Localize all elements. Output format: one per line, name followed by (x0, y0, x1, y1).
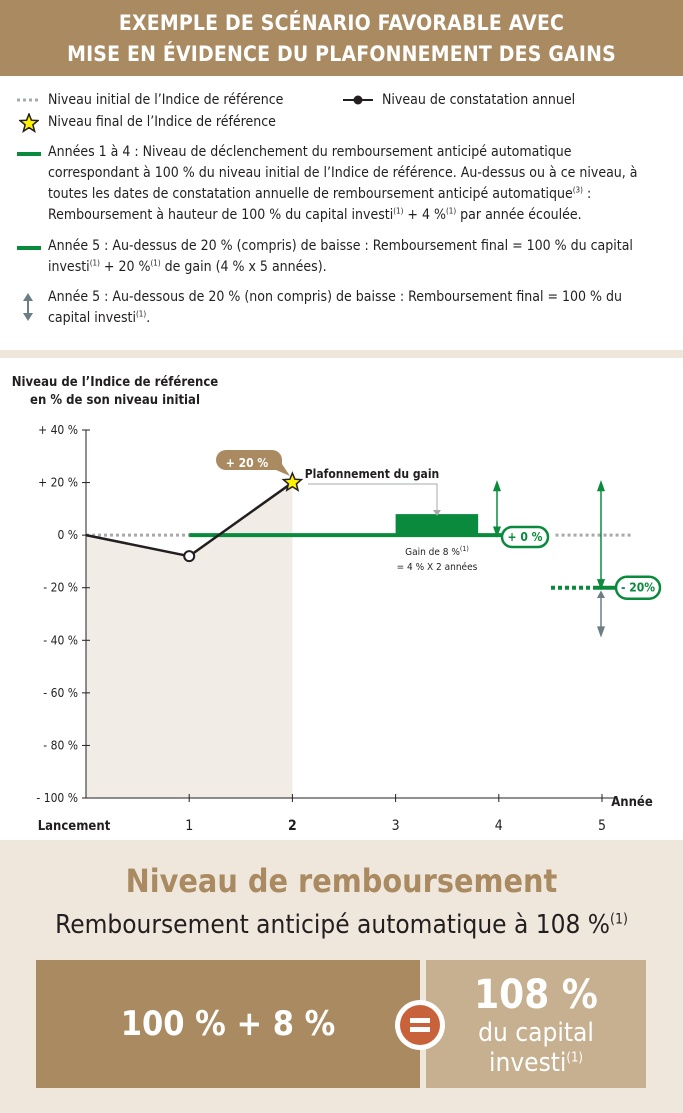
x-tick-label: 3 (391, 818, 400, 834)
capping-leader (308, 484, 437, 510)
x-tick-label: 2 (288, 818, 297, 834)
gain-label: Gain de 8 %$^{(1)}$ (405, 545, 469, 558)
observation-point (184, 551, 194, 561)
result-caption: du capital investi$^{(1)}$ (478, 1018, 594, 1078)
chart (0, 358, 683, 840)
result-box (426, 960, 646, 1088)
gain-bar (396, 514, 479, 535)
green-line-icon (16, 151, 42, 157)
x-tick-label: 5 (597, 818, 607, 834)
repayment-section (0, 840, 683, 1113)
y-axis-title (10, 374, 220, 410)
peak-badge-label: + 20 % (225, 456, 269, 470)
gain-label-line2: = 4 % X 2 années (396, 562, 478, 573)
y-tick-label: - 80 % (43, 738, 78, 753)
y-tick-label: - 20 % (43, 580, 78, 595)
chart-area-fill (86, 483, 292, 798)
capping-label: Plafonnement du gain (304, 467, 440, 481)
minus20-badge-label: - 20% (620, 580, 656, 595)
line-marker-icon (342, 94, 374, 106)
legend-annual-observation: Niveau de constatation annuel (382, 92, 576, 108)
y-tick-label: - 100 % (36, 791, 78, 805)
section-divider (0, 350, 683, 358)
y-tick-label: - 60 % (43, 685, 78, 700)
equals-icon (395, 1000, 445, 1050)
legend-year-5-above: Année 5 : Au-dessus de 20 % (compris) de baisse : Remboursement final = 100 % du capital investi$^{(1)}$ + 20 %$^{(1)}$ de gain (4 % x 5 années). (48, 238, 633, 275)
legend-initial-level: Niveau initial de l’Indice de référence (48, 92, 284, 108)
chart-svg (0, 358, 683, 840)
x-tick-label: 4 (494, 818, 503, 834)
double-arrow-icon (20, 292, 36, 322)
x-axis-title: Année (611, 795, 653, 810)
legend-final-level: Niveau final de l’Indice de référence (48, 114, 276, 130)
gray-arrowhead-year5-up (597, 590, 605, 598)
result-percentage: 108 % (474, 972, 598, 1018)
y-axis-title-line2: en % de son niveau initial (30, 393, 200, 408)
y-axis-title-line1: Niveau de l’Indice de référence (11, 375, 219, 390)
green-arrowhead-year5-up (597, 480, 605, 491)
green-line-icon-year5 (16, 245, 42, 251)
green-arrowhead-year4-up (493, 480, 501, 491)
header-title-line2: MISE EN ÉVIDENCE DU PLAFONNEMENT DES GAINS (67, 42, 616, 66)
x-tick-label: Lancement (37, 819, 111, 834)
gray-arrowhead-year5-down (597, 626, 605, 637)
calculation-box: 100 % + 8 % (36, 960, 420, 1088)
dotted-line-icon (16, 97, 42, 103)
legend-year-5-below: Année 5 : Au-dessous de 20 % (non compris) de baisse : Remboursement final = 100 % du capital investi$^{(1)}$. (48, 289, 623, 326)
star-icon (19, 113, 39, 133)
page-header (0, 0, 683, 76)
header-title-line1: EXEMPLE DE SCÉNARIO FAVORABLE AVEC (118, 11, 565, 35)
zero-badge-label: + 0 % (507, 530, 543, 544)
legend-years-1-4: Années 1 à 4 : Niveau de déclenchement du remboursement anticipé automatique correspondant à 100 % du niveau initial de l’Indice de référence. Au-dessus ou à ce niveau, à toutes les dates de constatation annuelle de remboursement anticipé automatique$^{(3)}$ : Remboursement à hauteur de 100 % du capital investi$^{(1)}$ + 4 %$^{(1)}$ par année écoulée. (48, 144, 638, 223)
repayment-subtitle: Remboursement anticipé automatique à 108 %$^{(1)}$ (55, 910, 628, 940)
y-tick-label: - 40 % (43, 633, 78, 648)
repayment-title: Niveau de remboursement (125, 862, 558, 900)
y-tick-label: + 20 % (38, 475, 78, 490)
y-tick-label: + 40 % (38, 423, 78, 437)
x-tick-label: 1 (185, 818, 194, 834)
y-tick-label: 0 % (57, 528, 78, 543)
